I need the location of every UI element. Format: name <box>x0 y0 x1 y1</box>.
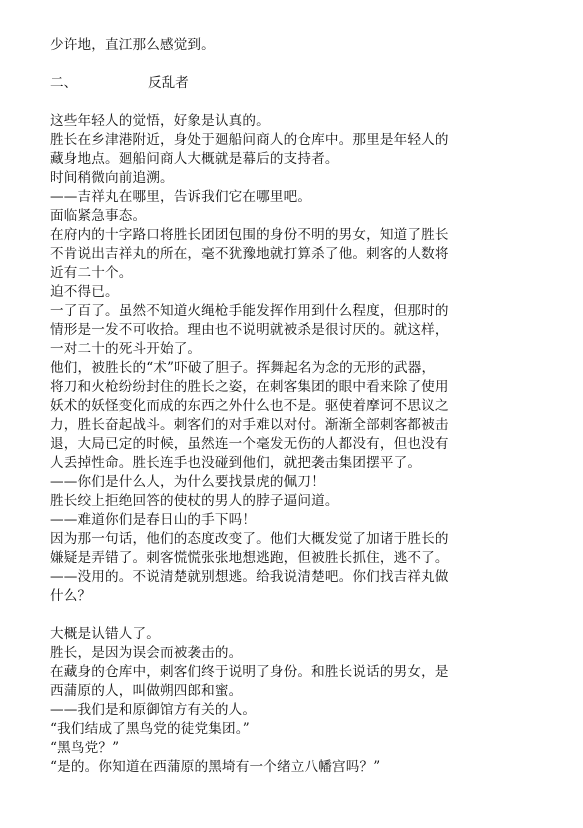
text-line: ——我们是和原御馆方有关的人。 <box>50 702 257 718</box>
text-line: 面临紧急事态。 <box>50 208 147 224</box>
text-line: 胜长在乡津港附近，身处于廻船问商人的仓库中。那里是年轻人的 <box>50 132 449 148</box>
text-line: 这些年轻人的觉悟，好象是认真的。 <box>50 113 270 129</box>
blank-line <box>50 55 500 74</box>
text-line: 胜长，是因为误会而被袭击的。 <box>50 645 243 661</box>
text-line: 一了百了。虽然不知道火绳枪手能发挥作用到什么程度，但那时的 <box>50 303 449 319</box>
text-line: 退，大局已定的时候，虽然连一个毫发无伤的人都没有，但也没有 <box>50 436 449 452</box>
text-line: 近有二十个。 <box>50 265 133 281</box>
chapter-heading <box>50 74 500 93</box>
text-line: 在府内的十字路口将胜长团团包围的身份不明的男女，知道了胜长 <box>50 227 449 243</box>
text-line: ——你们是什么人，为什么要找景虎的佩刀！ <box>50 474 325 490</box>
text-line: 嫌疑是弄错了。刺客慌慌张张地想逃跑，但被胜长抓住，逃不了。 <box>50 550 449 566</box>
text-line: 胜长绞上拒绝回答的使杖的男人的脖子逼问道。 <box>50 493 339 509</box>
text-line: 时间稍微向前追溯。 <box>50 170 174 186</box>
blank-line <box>50 606 500 625</box>
document-page <box>50 36 500 777</box>
text-line: ——吉祥丸在哪里，告诉我们它在哪里吧。 <box>50 189 312 205</box>
text-block-a <box>50 112 500 606</box>
text-line: 一对二十的死斗开始了。 <box>50 341 202 357</box>
text-line: 不肯说出吉祥丸的所在，毫不犹豫地就打算杀了他。刺客的人数将 <box>50 246 449 262</box>
text-line: 他们，被胜长的“术”吓破了胆子。挥舞起名为念的无形的武器， <box>50 360 436 376</box>
text-line: “我们结成了黑鸟党的徒党集团。” <box>50 721 250 737</box>
text-line: 因为那一句话，他们的态度改变了。他们大概发觉了加诸于胜长的 <box>50 531 449 547</box>
text-line: 西蒲原的人，叫做朔四郎和蜜。 <box>50 683 243 699</box>
chapter-number: 二、 <box>50 75 78 91</box>
text-line: 妖术的妖怪变化而成的东西之外什么也不是。驱使着摩诃不思议之 <box>50 398 449 414</box>
text-line: “黑鸟党？” <box>50 740 120 756</box>
text-line: 力，胜长奋起战斗。刺客们的对手难以对付。渐渐全部刺客都被击 <box>50 417 449 433</box>
blank-line <box>50 93 500 112</box>
text-line: 什么？ <box>50 588 92 604</box>
text-line: ——没用的。不说清楚就别想逃。给我说清楚吧。你们找吉祥丸做 <box>50 569 449 585</box>
text-line: 将刀和火枪纷纷封住的胜长之姿，在刺客集团的眼中看来除了使用 <box>50 379 449 395</box>
text-line: 藏身地点。廻船问商人大概就是幕后的支持者。 <box>50 151 339 167</box>
text-line: 情形是一发不可收拾。理由也不说明就被杀是很讨厌的。就这样， <box>50 322 449 338</box>
text-line: 人丢掉性命。胜长连手也没碰到他们，就把袭击集团摆平了。 <box>50 455 422 471</box>
intro-line: 少许地，直江那么感觉到。 <box>50 37 215 53</box>
text-line: 大概是认错人了。 <box>50 626 160 642</box>
text-line: “是的。你知道在西蒲原的黑埼有一个绪立八幡宫吗？” <box>50 759 381 775</box>
text-line: 迫不得已。 <box>50 284 119 300</box>
text-line: ——难道你们是春日山的手下吗！ <box>50 512 257 528</box>
text-block-b <box>50 625 500 777</box>
chapter-title: 反乱者 <box>148 75 189 91</box>
text-line: 在藏身的仓库中，刺客们终于说明了身份。和胜长说话的男女，是 <box>50 664 449 680</box>
